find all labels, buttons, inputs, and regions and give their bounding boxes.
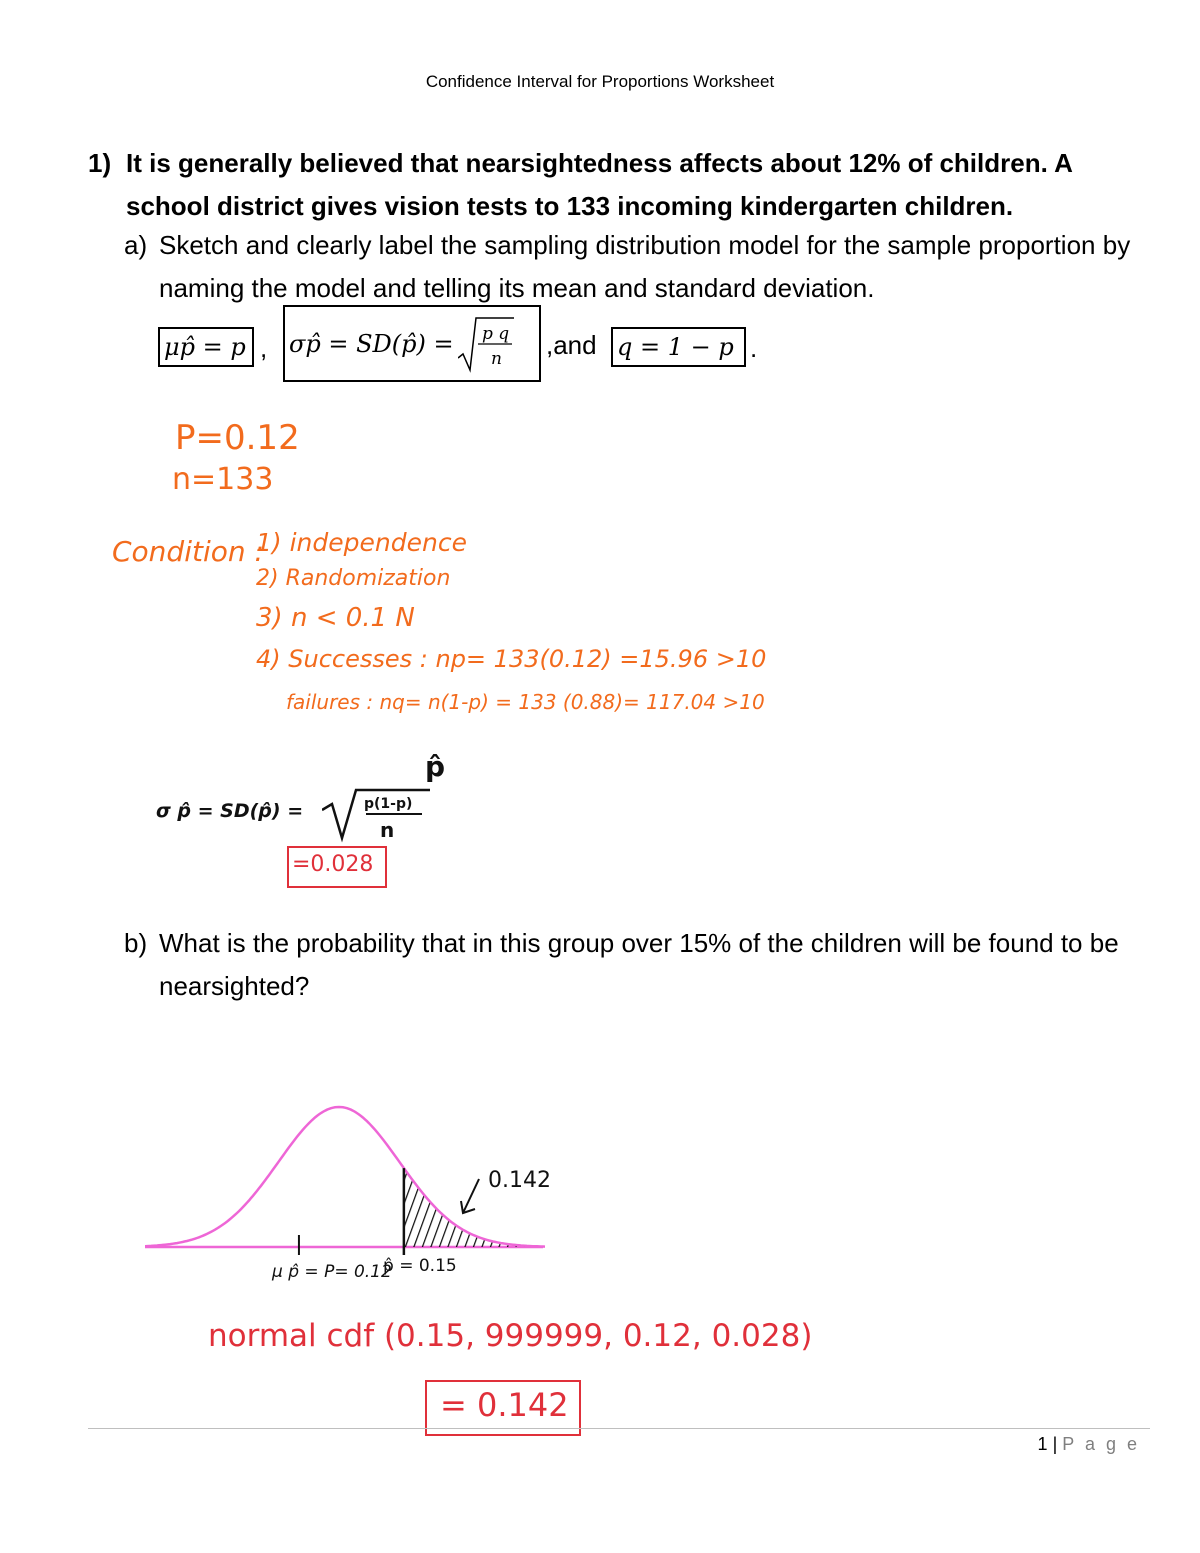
condition-1: 1) independence: [256, 528, 467, 557]
question-number: 1): [88, 148, 112, 178]
footer-divider: [88, 1428, 1150, 1429]
condition-4: 4) Successes : np= 133(0.12) =15.96 >10: [256, 645, 767, 673]
given-n: n=133: [172, 462, 274, 497]
sd-formula-box: [283, 305, 541, 382]
part-b-label: b): [124, 928, 148, 958]
q-formula: q = 1 − p: [617, 333, 734, 361]
condition-failures: failures : nq= n(1-p) = 133 (0.88)= 117.04 >10: [286, 690, 765, 714]
shaded-area-label: 0.142: [488, 1168, 551, 1193]
footer-separator: |: [1052, 1434, 1058, 1454]
condition-label: Condition :: [112, 535, 264, 568]
part-b: [124, 922, 1164, 1008]
sd-denominator-handwritten: n: [380, 818, 395, 842]
question-1: [88, 142, 1148, 232]
sd-fraction-numerator: p q: [481, 323, 509, 344]
footer: [0, 1434, 1140, 1455]
part-b-text: What is the probability that in this group over 15% of the children will be found to be nearsighted?: [159, 928, 1119, 1001]
condition-3: 3) n < 0.1 N: [256, 603, 415, 633]
page-number: 1: [1037, 1434, 1048, 1454]
sd-phat-handwritten: p̂: [425, 750, 446, 783]
page-label: P a g e: [1062, 1434, 1140, 1454]
sd-numerator-handwritten: p(1-p): [364, 796, 413, 812]
formula-and: ,and: [546, 330, 597, 360]
mean-label: μ p̂ = P= 0.12: [272, 1262, 392, 1282]
area-arrow: [463, 1179, 479, 1213]
normal-curve-line: [145, 1107, 545, 1247]
part-a-label: a): [124, 230, 148, 260]
condition-2: 2) Randomization: [256, 566, 451, 591]
sqrt-icon: [458, 314, 514, 374]
sd-fraction-denominator: n: [490, 348, 502, 369]
formula-end: .: [750, 333, 758, 363]
sd-formula-handwritten: σ p̂ = SD(p̂) =: [156, 800, 304, 822]
part-a: [124, 224, 1164, 310]
q-formula-box: [611, 327, 746, 367]
question-text: It is generally believed that nearsightedness affects about 12% of children. A school district gives vision tests to 133 incoming kindergarten children.: [126, 148, 1072, 221]
page-header-title: Confidence Interval for Proportions Worksheet: [425, 72, 775, 91]
formula-separator: ,: [260, 333, 268, 363]
sd-result: =0.028: [292, 852, 374, 877]
mean-formula: μp̂ = p: [164, 333, 246, 361]
phat-label: p̂ = 0.15: [383, 1256, 457, 1276]
normalcdf-expression: normal cdf (0.15, 999999, 0.12, 0.028): [208, 1318, 813, 1354]
final-answer: = 0.142: [440, 1386, 569, 1424]
mean-formula-box: [158, 327, 254, 367]
sd-formula: σp̂ = SD(p̂) =: [289, 329, 454, 358]
part-a-text: Sketch and clearly label the sampling distribution model for the sample proportion by naming the model and telling its mean and standard deviation.: [159, 230, 1131, 303]
given-p: P=0.12: [175, 418, 300, 458]
